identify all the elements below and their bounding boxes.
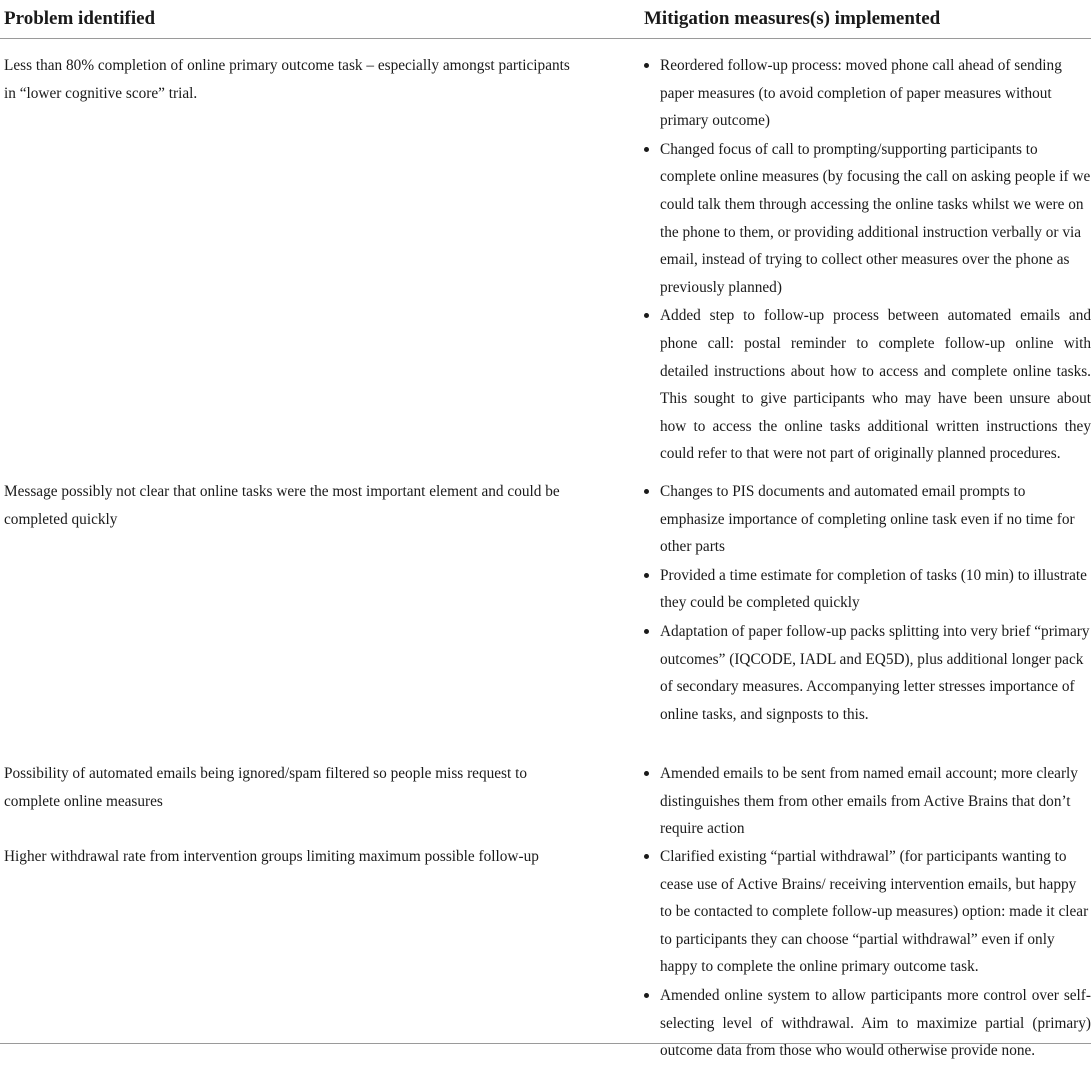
bullet-icon [644,63,649,68]
list-item: Clarified existing “partial withdrawal” (for participants wanting to cease use of Active Brains/ receiving intervention emails, but happy to be contacted to complete follow-up measures) option: made it clear to participants they can choose “partial withdrawal” even if only happy to complete the online primary outcome task. [644,843,1091,981]
measures-cell [644,760,1091,843]
bullet-icon [644,771,649,776]
list-item: Reordered follow-up process: moved phone call ahead of sending paper measures (to avoid completion of paper measures without primary outcome) [644,52,1091,135]
bullet-icon [644,489,649,494]
table-row [0,843,1091,1063]
problem-cell: Higher withdrawal rate from intervention groups limiting maximum possible follow-up [4,848,539,865]
list-item: Changes to PIS documents and automated email prompts to emphasize importance of completing online task even if no time for other parts [644,478,1091,561]
bullet-icon [644,629,649,634]
measures-cell [644,478,1091,760]
bottom-divider [0,1043,1091,1044]
problem-cell: Possibility of automated emails being ignored/spam filtered so people miss request to complete online measures [4,765,527,810]
list-item: Amended online system to allow participants more control over self-selecting level of withdrawal. Aim to maximize partial (primary) outcome data from those who would otherwise provide none. [644,982,1091,1065]
measures-cell [644,52,1091,478]
list-item: Adaptation of paper follow-up packs splitting into very brief “primary outcomes” (IQCODE, IADL and EQ5D), plus additional longer pack of secondary measures. Accompanying letter stresses importance of online tasks, and signposts to this. [644,618,1091,728]
table-header [0,0,1091,39]
bullet-icon [644,993,649,998]
header-problem: Problem identified [4,8,156,29]
bullet-icon [644,854,649,859]
measures-cell [644,843,1091,1063]
list-item: Added step to follow-up process between automated emails and phone call: postal reminder to complete follow-up online with detailed instructions about how to access and complete online tasks. This sought to give participants who may have been unsure about how to access the online tasks additional written instructions they could refer to that were not part of originally planned procedures. [644,302,1091,468]
list-item: Changed focus of call to prompting/supporting participants to complete online measures (by focusing the call on asking people if we could talk them through accessing the online tasks whilst we were on the phone to them, or providing additional instruction verbally or via email, instead of trying to collect other measures over the phone as previously planned) [644,136,1091,302]
bullet-icon [644,573,649,578]
list-item: Amended emails to be sent from named email account; more clearly distinguishes them from other emails from Active Brains that don’t require action [644,760,1091,843]
bullet-icon [644,147,649,152]
problem-cell: Message possibly not clear that online tasks were the most important element and could be completed quickly [4,483,560,528]
table-row [0,478,1091,760]
table-row [0,52,1091,478]
problem-cell: Less than 80% completion of online primary outcome task – especially amongst participants in “lower cognitive score” trial. [4,57,570,102]
table-row [0,760,1091,843]
bullet-icon [644,313,649,318]
list-item: Provided a time estimate for completion of tasks (10 min) to illustrate they could be completed quickly [644,562,1091,617]
header-mitigation: Mitigation measures(s) implemented [644,8,941,29]
